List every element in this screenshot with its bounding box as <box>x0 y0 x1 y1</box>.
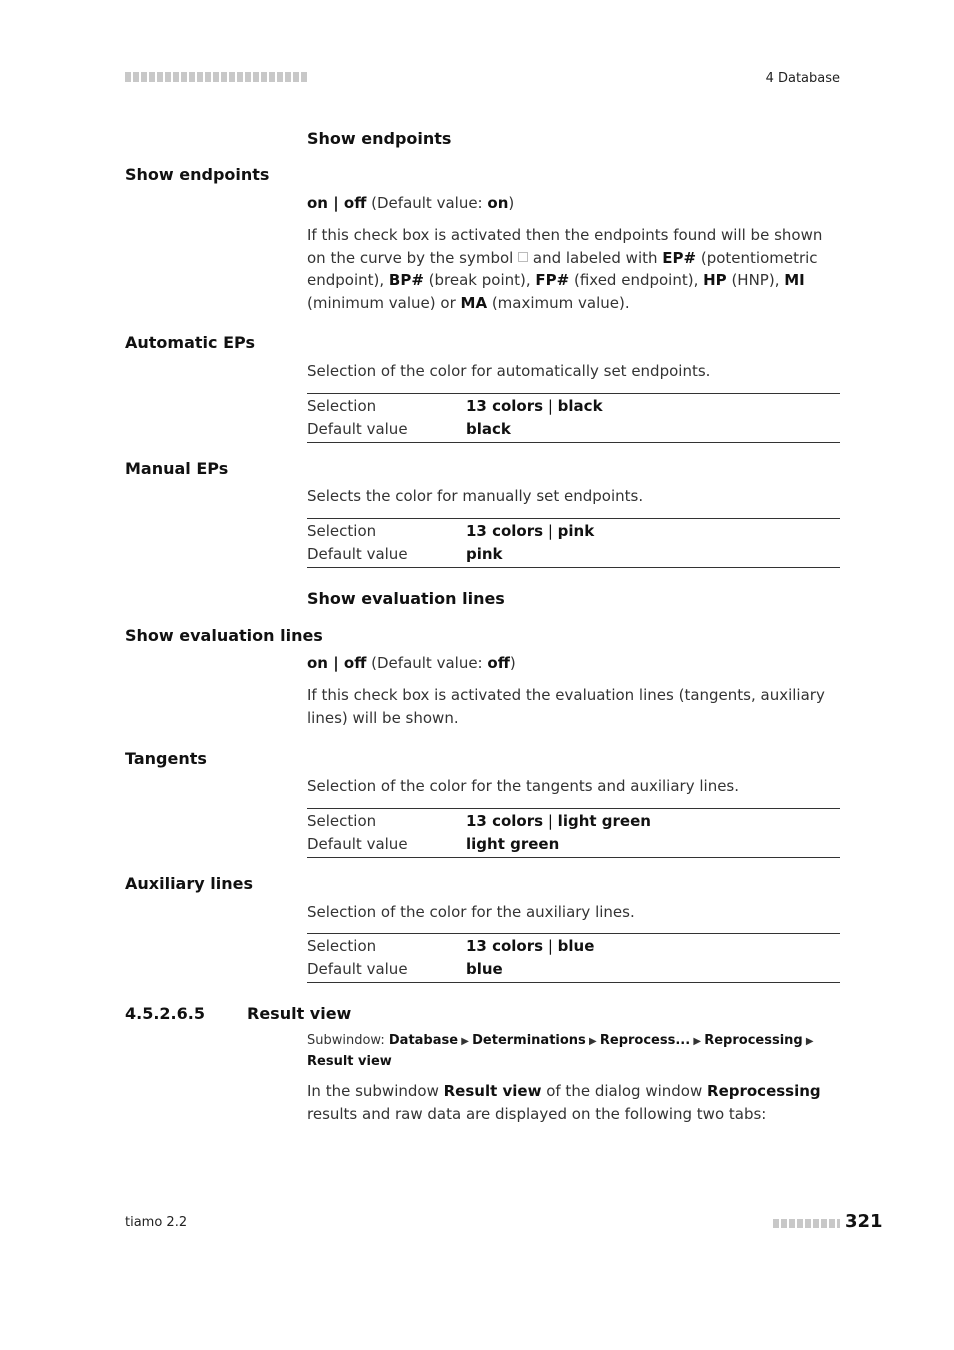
manual-eps-table <box>307 518 840 568</box>
table-row: Default value blue <box>307 960 503 978</box>
param-title-show-endpoints: Show endpoints <box>125 165 270 184</box>
default-value: on <box>487 194 509 212</box>
auxiliary-lines-table <box>307 933 840 983</box>
param-title-show-evaluation-lines: Show evaluation lines <box>125 626 323 645</box>
footer-decoration <box>773 1219 840 1228</box>
page-number: 321 <box>845 1211 883 1232</box>
subheading-show-evaluation-lines: Show evaluation lines <box>307 589 505 608</box>
option-separator: | <box>327 194 344 212</box>
table-row: Selection 13 colors | blue <box>307 937 595 955</box>
section-title: Result view <box>247 1004 352 1023</box>
path-item: Reprocessing <box>704 1033 803 1048</box>
param-title-automatic-eps: Automatic EPs <box>125 333 255 352</box>
subheading-show-endpoints: Show endpoints <box>307 129 452 148</box>
path-arrow-icon: ▶ <box>585 1036 600 1047</box>
path-arrow-icon: ▶ <box>802 1036 814 1047</box>
default-prefix: (Default value: <box>366 194 488 212</box>
default-suffix: ) <box>508 194 515 212</box>
show-evaluation-lines-description: If this check box is activated the evaluation lines (tangents, auxiliary lines) will be shown. <box>307 686 825 727</box>
tangents-table <box>307 808 840 858</box>
option-on: on <box>307 194 328 212</box>
tangents-description: Selection of the color for the tangents and auxiliary lines. <box>307 777 740 795</box>
path-item: Reprocess... <box>599 1033 691 1048</box>
endpoint-symbol-icon <box>518 252 528 262</box>
show-evaluation-lines-options: on | off (Default value: off) <box>307 654 516 672</box>
table-row: Selection 13 colors | black <box>307 397 603 415</box>
param-title-tangents: Tangents <box>125 749 207 768</box>
show-endpoints-options <box>307 192 841 215</box>
show-endpoints-description: If this check box is activated then the endpoints found will be shown on the curve by the symbol and labeled with EP# (potentiometric endpoint), BP# (break point), FP# (fixed endpoint), HP (HNP), MI (minimum value) or MA (maximum value). <box>307 226 823 312</box>
auxiliary-lines-description: Selection of the color for the auxiliary lines. <box>307 903 635 921</box>
running-header: 4 Database <box>765 71 840 86</box>
path-arrow-icon: ▶ <box>690 1036 705 1047</box>
table-row: Selection 13 colors | pink <box>307 522 595 540</box>
footer-product: tiamo 2.2 <box>125 1215 188 1230</box>
header-decoration <box>125 72 307 82</box>
path-item: Result view <box>307 1053 392 1069</box>
path-item: Database <box>388 1033 459 1048</box>
automatic-eps-description: Selection of the color for automatically set endpoints. <box>307 362 711 380</box>
result-view-intro: In the subwindow Result view of the dialog window Reprocessing results and raw data are displayed on the following two tabs: <box>307 1082 821 1123</box>
table-row: Selection 13 colors | light green <box>307 812 651 830</box>
automatic-eps-table <box>307 393 840 443</box>
param-title-auxiliary-lines: Auxiliary lines <box>125 874 253 893</box>
subwindow-path: Subwindow: Database ▶ Determinations ▶ Reprocess... ▶ Reprocessing ▶ Result view <box>307 1033 814 1069</box>
table-row: Default value black <box>307 420 511 438</box>
param-title-manual-eps: Manual EPs <box>125 459 229 478</box>
table-row: Default value pink <box>307 545 503 563</box>
section-number: 4.5.2.6.5 <box>125 1004 205 1023</box>
path-arrow-icon: ▶ <box>458 1036 473 1047</box>
manual-eps-description: Selects the color for manually set endpoints. <box>307 487 644 505</box>
path-item: Determinations <box>472 1033 586 1048</box>
table-row: Default value light green <box>307 835 560 853</box>
option-off: off <box>343 194 367 212</box>
